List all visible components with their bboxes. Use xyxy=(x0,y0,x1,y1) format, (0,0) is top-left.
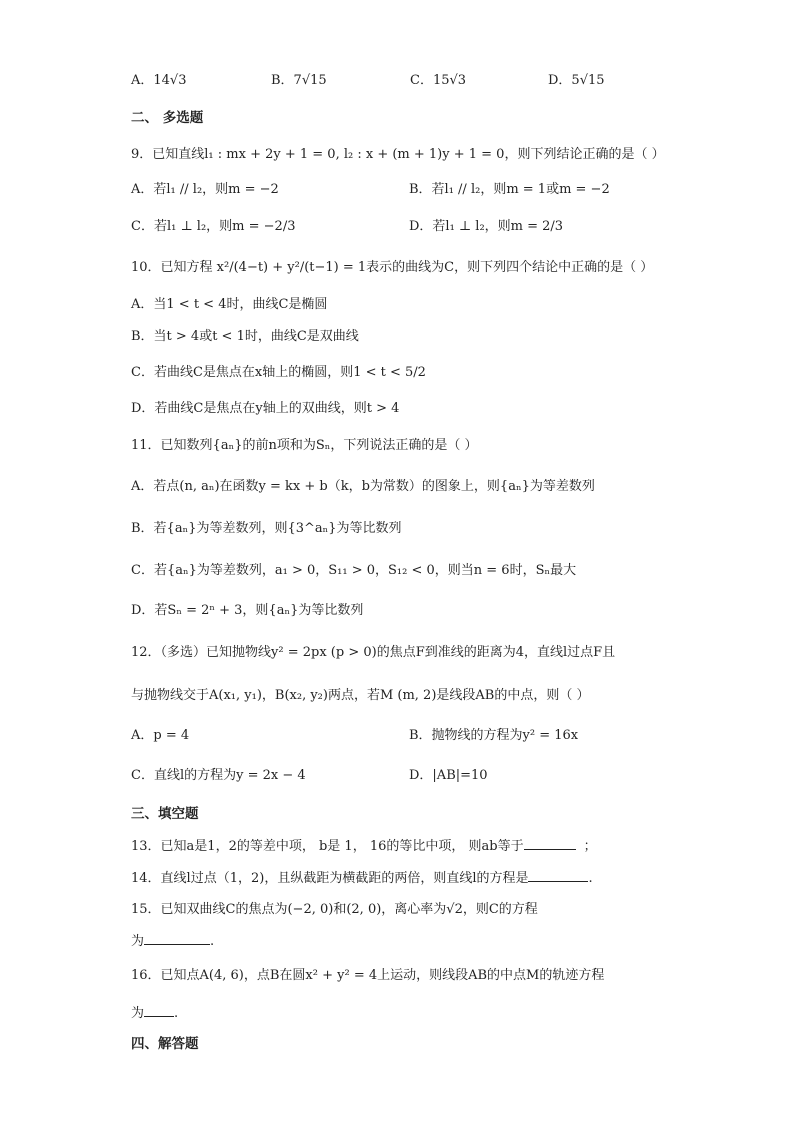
q13-end: ； xyxy=(583,839,597,854)
q9-option-c: C．若l₁ ⊥ l₂，则m = −2/3 xyxy=(131,219,296,234)
q10-option-d: D．若曲线C是焦点在y轴上的双曲线，则t > 4 xyxy=(131,401,400,416)
q14-answer-blank xyxy=(528,869,588,882)
q15-line2 xyxy=(131,932,214,951)
q8-option-a: A．14√3 xyxy=(131,73,187,88)
q8-option-c: C．15√3 xyxy=(410,73,467,88)
q9-option-b: B．若l₁ // l₂，则m = 1或m = −2 xyxy=(409,182,610,197)
q16-answer-blank xyxy=(144,1004,174,1017)
q15-wei: 为 xyxy=(131,934,145,949)
q10-option-b: B．当t > 4或t < 1时，曲线C是双曲线 xyxy=(131,329,359,344)
q11-option-b: B．若{aₙ}为等差数列，则{3^aₙ}为等比数列 xyxy=(131,521,402,536)
q14-line xyxy=(131,869,593,888)
q14-text: 14．直线l过点（1，2)，且纵截距为横截距的两倍，则直线l的方程是 xyxy=(131,871,529,886)
q12-option-d: D．|AB|=10 xyxy=(409,768,488,783)
q12-stem-line2: 与抛物线交于A(x₁, y₁)，B(x₂, y₂)两点，若M (m, 2)是线段AB的中点，则（ ） xyxy=(131,688,590,703)
q12-option-b: B．抛物线的方程为y² = 16x xyxy=(409,728,579,743)
q9-stem: 9．已知直线l₁ : mx + 2y + 1 = 0, l₂ : x + (m + 1)y + 1 = 0，则下列结论正确的是（ ） xyxy=(131,147,665,162)
q16-line2 xyxy=(131,1004,178,1023)
section-fill-blank-heading: 三、填空题 xyxy=(131,806,199,822)
q16-wei: 为 xyxy=(131,1006,145,1021)
q15-answer-blank xyxy=(144,932,210,945)
q10-stem: 10．已知方程 x²/(4−t) + y²/(t−1) = 1表示的曲线为C，则下列四个结论中正确的是（ ） xyxy=(131,260,654,275)
q9-option-d: D．若l₁ ⊥ l₂，则m = 2/3 xyxy=(409,219,564,234)
q12-option-c: C．直线l的方程为y = 2x − 4 xyxy=(131,768,306,783)
q8-option-d: D．5√15 xyxy=(548,73,605,88)
q12-option-a: A．p = 4 xyxy=(131,728,190,743)
q13-line xyxy=(131,837,597,856)
q10-option-a: A．当1 < t < 4时，曲线C是椭圆 xyxy=(131,297,328,312)
section-multi-choice-heading: 二、 多选题 xyxy=(131,110,204,126)
q11-stem: 11．已知数列{aₙ}的前n项和为Sₙ，下列说法正确的是（ ） xyxy=(131,438,478,453)
q11-option-c: C．若{aₙ}为等差数列，a₁ > 0，S₁₁ > 0，S₁₂ < 0，则当n = 6时，Sₙ最大 xyxy=(131,563,577,578)
q14-end: . xyxy=(588,871,593,886)
q11-option-a: A．若点(n, aₙ)在函数y = kx + b（k，b为常数）的图象上，则{aₙ}为等差数列 xyxy=(131,479,595,494)
q16-line1: 16．已知点A(4, 6)，点B在圆x² + y² = 4上运动，则线段AB的中点M的轨迹方程 xyxy=(131,968,605,983)
q15-end: . xyxy=(210,934,215,949)
q15-line1: 15．已知双曲线C的焦点为(−2, 0)和(2, 0)，离心率为√2，则C的方程 xyxy=(131,902,538,917)
q13-answer-blank xyxy=(524,837,576,850)
q8-option-b: B．7√15 xyxy=(271,73,327,88)
q11-option-d: D．若Sₙ = 2ⁿ + 3，则{aₙ}为等比数列 xyxy=(131,603,364,618)
q12-stem-line1: 12．（多选）已知抛物线y² = 2px (p > 0)的焦点F到准线的距离为4，直线l过点F且 xyxy=(131,645,616,660)
q16-end: . xyxy=(174,1006,179,1021)
q13-text: 13．已知a是1，2的等差中项， b是 1， 16的等比中项， 则ab等于 xyxy=(131,839,524,854)
q9-option-a: A．若l₁ // l₂，则m = −2 xyxy=(131,182,279,197)
section-solve-heading: 四、解答题 xyxy=(131,1036,199,1052)
q10-option-c: C．若曲线C是焦点在x轴上的椭圆，则1 < t < 5/2 xyxy=(131,365,426,380)
